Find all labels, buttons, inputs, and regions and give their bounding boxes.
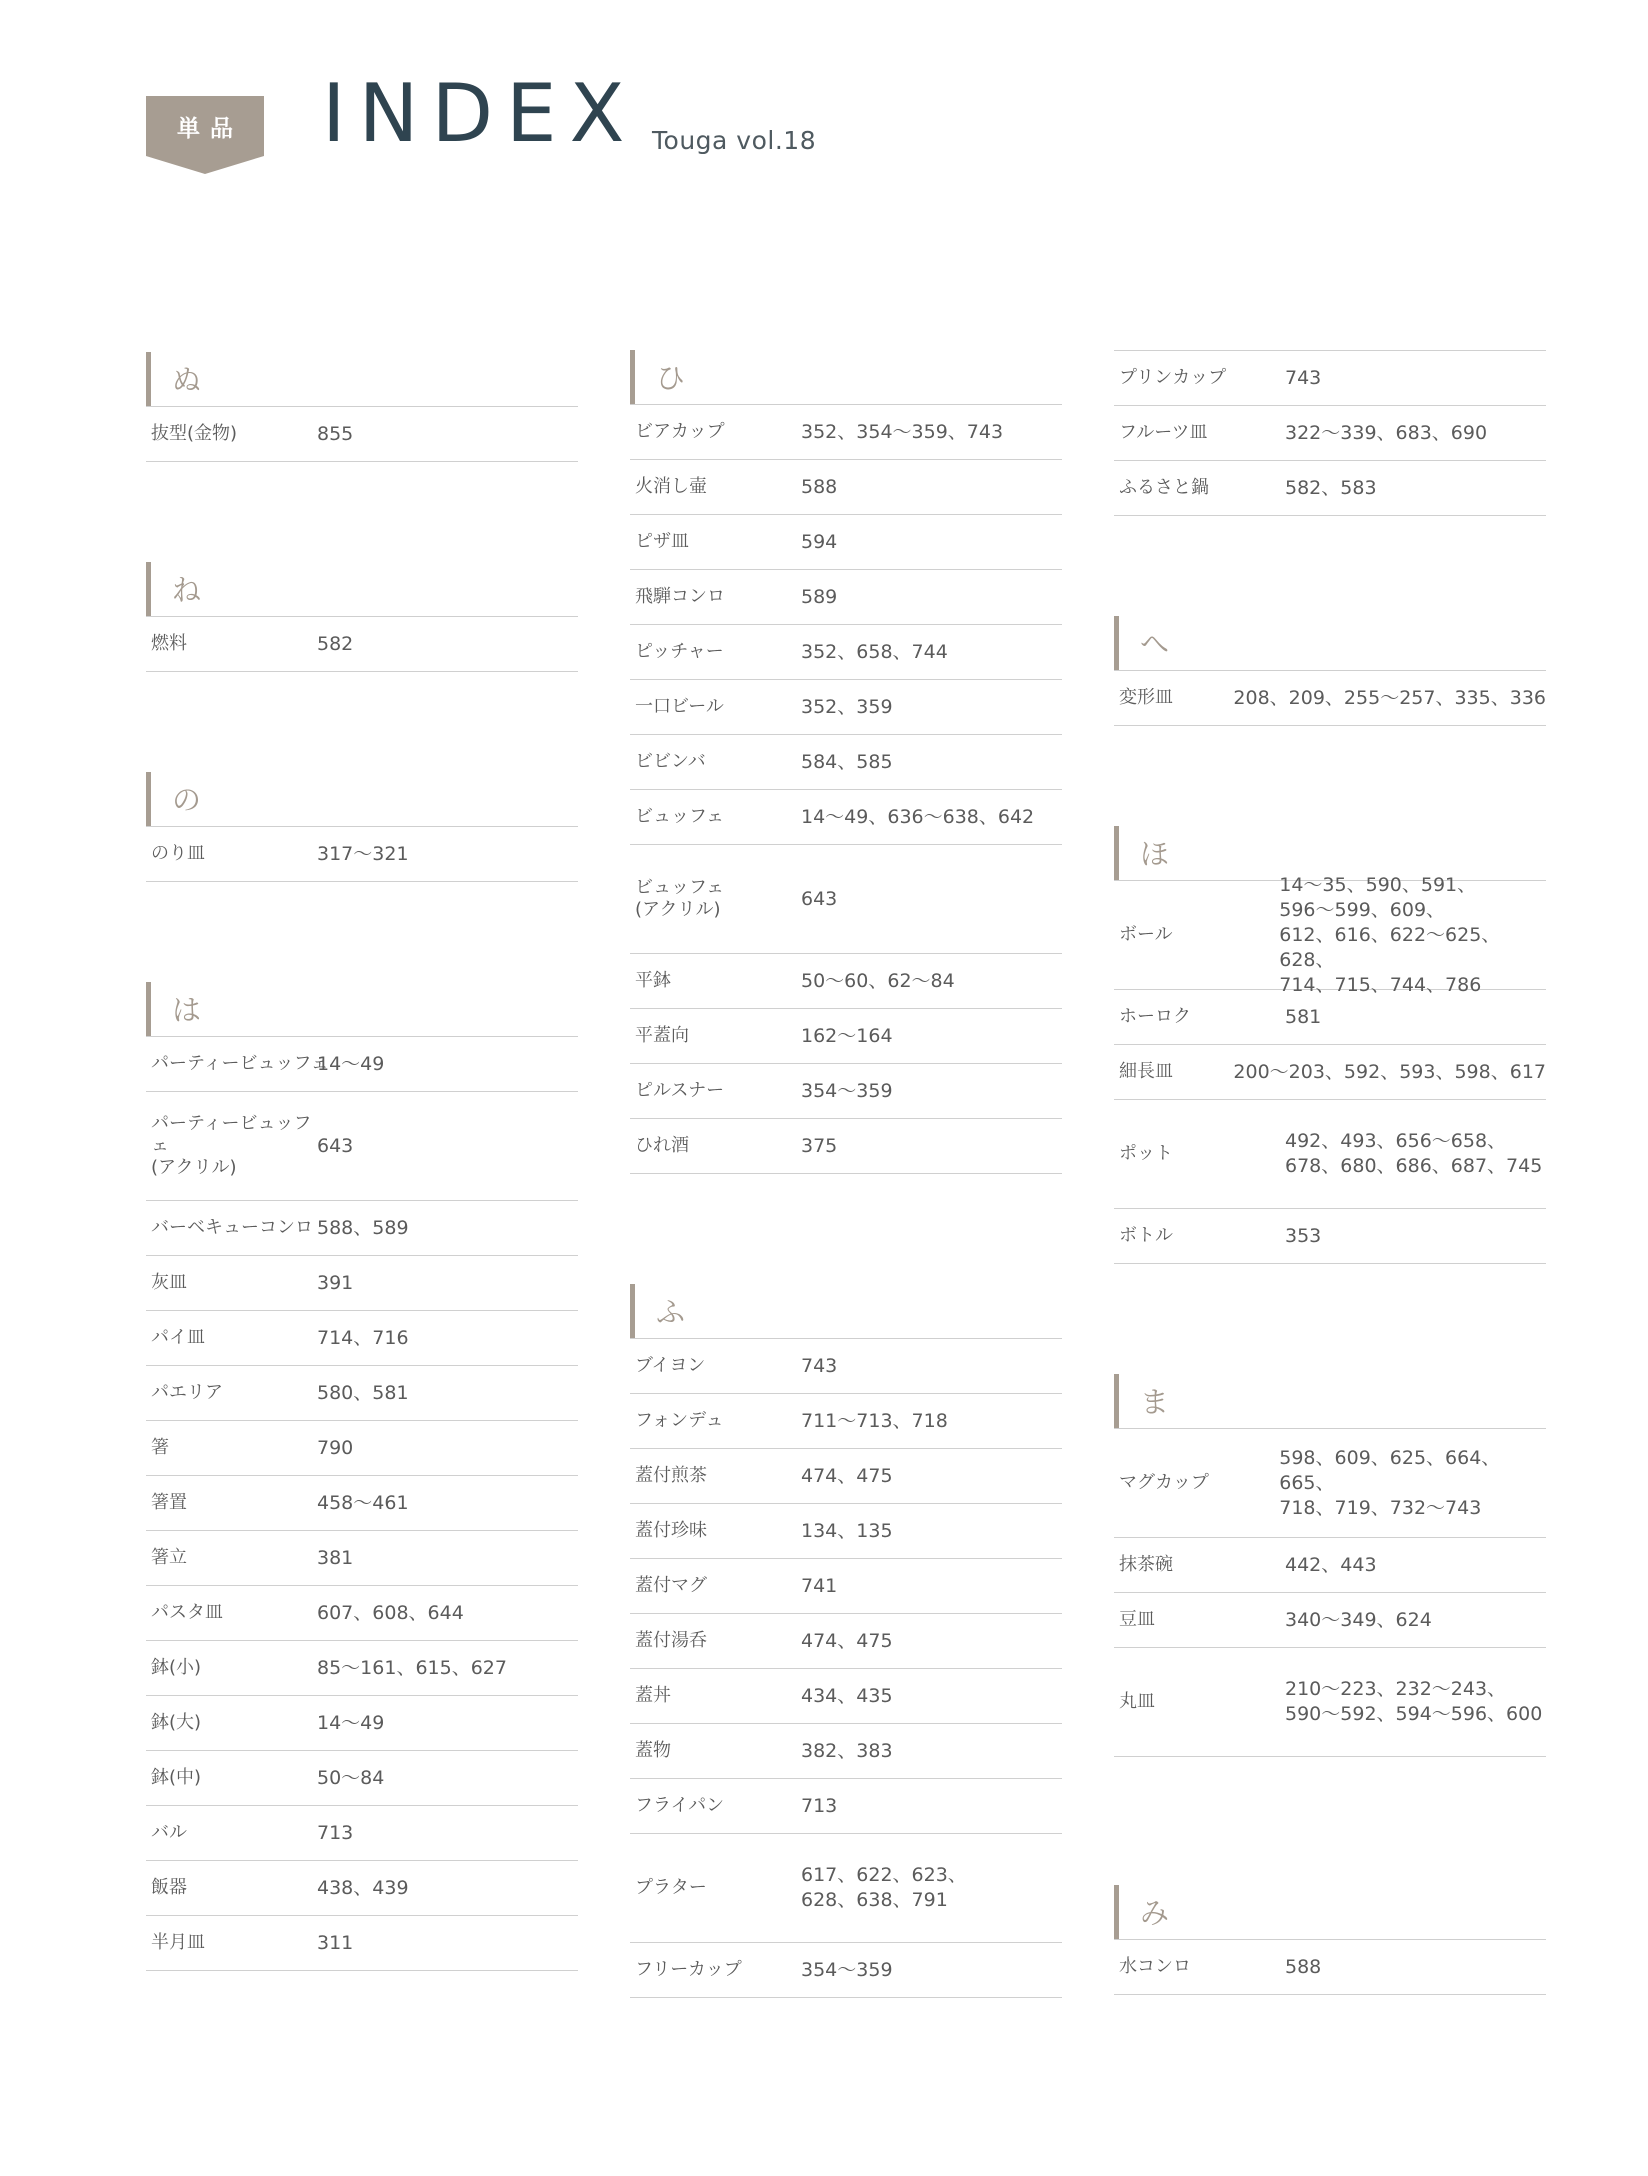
section-accent-bar (146, 352, 151, 406)
entry-pages: 607、608、644 (317, 1601, 464, 1624)
section-header (146, 350, 578, 407)
entry-term: 変形皿 (1119, 687, 1173, 708)
section-header (146, 560, 578, 617)
entry-term: パスタ皿 (151, 1602, 223, 1623)
section-accent-bar (146, 562, 151, 616)
entry-term: プリンカップ (1119, 367, 1227, 388)
index-entry (630, 460, 1062, 515)
entry-pages: 14〜49 (317, 1711, 385, 1734)
entry-pages: 588、589 (317, 1216, 409, 1239)
entry-term: 灰皿 (151, 1272, 187, 1293)
index-entry (630, 1394, 1062, 1449)
entry-pages: 474、475 (801, 1464, 893, 1487)
entry-pages: 352、354〜359、743 (801, 420, 1004, 443)
continued-list (1114, 350, 1546, 516)
entry-pages: 588 (801, 475, 838, 498)
entry-pages: 588 (1285, 1955, 1322, 1978)
index-entry (146, 827, 578, 882)
entry-pages: 713 (801, 1794, 838, 1817)
index-entry (146, 1421, 578, 1476)
entry-pages: 322〜339、683、690 (1285, 421, 1488, 444)
page-subtitle: Touga vol.18 (652, 126, 817, 155)
index-entry (630, 1119, 1062, 1174)
entry-pages: 85〜161、615、627 (317, 1656, 507, 1679)
entry-pages: 584、585 (801, 750, 893, 773)
index-entry (1114, 351, 1546, 406)
entry-pages: 50〜84 (317, 1766, 385, 1789)
entry-pages: 208、209、255〜257、335、336 (1233, 686, 1546, 709)
index-entry (146, 1861, 578, 1916)
entry-term: 蓋付湯呑 (635, 1630, 707, 1651)
entry-pages: 582、583 (1285, 476, 1377, 499)
index-entry (1114, 1593, 1546, 1648)
entry-pages: 352、359 (801, 695, 893, 718)
index-entry (630, 1559, 1062, 1614)
entry-pages: 711〜713、718 (801, 1409, 948, 1432)
entry-term: ボール (1119, 924, 1173, 945)
entry-pages: 743 (801, 1354, 838, 1377)
index-entry (146, 1476, 578, 1531)
index-entry (630, 1009, 1062, 1064)
entry-term: フライパン (635, 1795, 725, 1816)
entry-pages: 581 (1285, 1005, 1322, 1028)
entry-pages: 713 (317, 1821, 354, 1844)
entry-term: バル (151, 1822, 187, 1843)
entry-pages: 381 (317, 1546, 354, 1569)
entry-term: ピッチャー (635, 641, 724, 662)
entry-pages: 790 (317, 1436, 354, 1459)
section-kana: ふ (656, 1295, 686, 1329)
entry-pages: 617、622、623、 628、638、791 (801, 1864, 967, 1911)
entry-term: フルーツ皿 (1119, 422, 1208, 443)
entry-term: 半月皿 (151, 1932, 205, 1953)
index-entry (630, 680, 1062, 735)
entry-pages: 352、658、744 (801, 640, 948, 663)
entry-term: 飯器 (151, 1877, 187, 1898)
entry-term: 蓋物 (635, 1740, 671, 1761)
index-entry (146, 1586, 578, 1641)
index-entry (146, 1366, 578, 1421)
entry-term: 箸 (151, 1437, 169, 1458)
section-header (630, 348, 1062, 405)
index-entry (146, 1037, 578, 1092)
entry-term: 箸置 (151, 1492, 187, 1513)
index-entry (630, 790, 1062, 845)
index-entry (630, 625, 1062, 680)
entry-term: 蓋丼 (635, 1685, 671, 1706)
entry-pages: 643 (801, 887, 838, 910)
index-entry (1114, 671, 1546, 726)
index-entry (1114, 873, 1546, 996)
entry-pages: 438、439 (317, 1876, 409, 1899)
entry-pages: 200〜203、592、593、598、617 (1233, 1060, 1546, 1083)
section-accent-bar (630, 350, 635, 404)
index-entry (1114, 1045, 1546, 1100)
index-entry (630, 570, 1062, 625)
entry-term: 箸立 (151, 1547, 187, 1568)
index-entry (1114, 990, 1546, 1045)
index-entry (630, 515, 1062, 570)
index-entry (630, 1834, 1062, 1943)
index-entry (630, 1614, 1062, 1669)
entry-term: 鉢(小) (151, 1657, 202, 1678)
index-entry (1114, 461, 1546, 516)
index-entry (146, 407, 578, 462)
section-accent-bar (146, 772, 151, 826)
entry-pages: 353 (1285, 1224, 1322, 1247)
section-kana: ぬ (172, 363, 202, 397)
entry-term: 蓋付煎茶 (635, 1465, 707, 1486)
entry-term: 丸皿 (1119, 1691, 1155, 1712)
entry-pages: 474、475 (801, 1629, 893, 1652)
section-accent-bar (1114, 616, 1119, 670)
entry-term: バーベキューコンロ (151, 1217, 313, 1238)
entry-term: 鉢(大) (151, 1712, 202, 1733)
index-entry (146, 1256, 578, 1311)
entry-pages: 210〜223、232〜243、 590〜592、594〜596、600 (1285, 1678, 1543, 1725)
entry-pages: 582 (317, 632, 354, 655)
entry-term: ひれ酒 (635, 1135, 689, 1156)
entry-term: 飛騨コンロ (635, 586, 725, 607)
entry-term: パイ皿 (151, 1327, 205, 1348)
index-entry (630, 1724, 1062, 1779)
entry-term: 細長皿 (1119, 1061, 1173, 1082)
index-entry (630, 954, 1062, 1009)
index-entry (1114, 1429, 1546, 1538)
index-entry (146, 1696, 578, 1751)
index-entry (630, 1064, 1062, 1119)
entry-pages: 311 (317, 1931, 354, 1954)
badge-label: 単品 (177, 116, 243, 142)
section-kana: ね (172, 573, 202, 607)
index-entry (146, 617, 578, 672)
entry-term: フリーカップ (635, 1959, 742, 1980)
entry-pages: 741 (801, 1574, 838, 1597)
section-kana: へ (1140, 627, 1170, 661)
section-kana: は (172, 993, 202, 1027)
entry-term: ビュッフェ (635, 806, 725, 827)
entry-term: マグカップ (1119, 1472, 1209, 1493)
entry-pages: 14〜35、590、591、 596〜599、609、 612、616、622〜625、628、 714、715、744、786 (1279, 873, 1501, 996)
section-kana: ほ (1140, 837, 1170, 871)
entry-pages: 434、435 (801, 1684, 893, 1707)
entry-pages: 492、493、656〜658、 678、680、686、687、745 (1285, 1130, 1543, 1177)
section-header (1114, 1372, 1546, 1429)
entry-term: プラター (635, 1877, 707, 1898)
index-entry (146, 1916, 578, 1971)
entry-pages: 134、135 (801, 1519, 893, 1542)
entry-term: 抜型(金物) (151, 423, 238, 444)
index-entry (146, 1751, 578, 1806)
entry-term: ボトル (1119, 1225, 1173, 1246)
entry-term: ピザ皿 (635, 531, 689, 552)
entry-pages: 375 (801, 1134, 838, 1157)
index-column-2 (630, 348, 1062, 1998)
index-entry (1114, 1538, 1546, 1593)
entry-pages: 317〜321 (317, 842, 409, 865)
section-header (1114, 614, 1546, 671)
index-entry (630, 735, 1062, 790)
entry-term: 燃料 (151, 633, 187, 654)
index-entry (630, 1504, 1062, 1559)
entry-pages: 50〜60、62〜84 (801, 969, 955, 992)
index-entry (630, 1339, 1062, 1394)
entry-pages: 580、581 (317, 1381, 409, 1404)
index-entry (630, 405, 1062, 460)
entry-term: フォンデュ (635, 1410, 724, 1431)
entry-term: パエリア (151, 1382, 223, 1403)
entry-term: 水コンロ (1119, 1956, 1191, 1977)
section-accent-bar (1114, 826, 1119, 880)
index-entry (146, 1092, 578, 1201)
entry-pages: 14〜49、636〜638、642 (801, 805, 1035, 828)
index-entry (146, 1531, 578, 1586)
section-accent-bar (146, 982, 151, 1036)
index-column-3 (1114, 350, 1546, 1995)
entry-term: パーティービュッフェ (アクリル) (151, 1113, 312, 1178)
entry-term: ポット (1119, 1143, 1173, 1164)
entry-pages: 340〜349、624 (1285, 1608, 1432, 1631)
entry-pages: 855 (317, 422, 354, 445)
section-accent-bar (1114, 1885, 1119, 1939)
entry-pages: 458〜461 (317, 1491, 409, 1514)
entry-term: 平蓋向 (635, 1025, 689, 1046)
entry-pages: 382、383 (801, 1739, 893, 1762)
entry-pages: 598、609、625、664、665、 718、719、732〜743 (1279, 1446, 1501, 1519)
section-accent-bar (630, 1284, 635, 1338)
entry-term: ホーロク (1119, 1006, 1191, 1027)
entry-term: 鉢(中) (151, 1767, 202, 1788)
section-accent-bar (1114, 1374, 1119, 1428)
section-header (146, 980, 578, 1037)
section-kana: の (172, 783, 202, 817)
page-title: INDEX (322, 67, 638, 160)
index-entry (146, 1311, 578, 1366)
entry-pages: 354〜359 (801, 1958, 893, 1981)
entry-term: ビュッフェ (アクリル) (635, 877, 725, 920)
entry-term: ふるさと鍋 (1119, 477, 1209, 498)
index-entry (630, 1779, 1062, 1834)
entry-term: ビアカップ (635, 421, 725, 442)
entry-term: ピルスナー (635, 1080, 725, 1101)
index-column-1 (146, 350, 578, 1971)
entry-term: のり皿 (151, 843, 205, 864)
section-header (630, 1282, 1062, 1339)
entry-term: 蓋付珍味 (635, 1520, 707, 1541)
section-kana: み (1140, 1896, 1170, 1930)
entry-term: パーティービュッフェ (151, 1053, 329, 1074)
entry-pages: 743 (1285, 366, 1322, 389)
entry-term: ビビンバ (635, 751, 706, 772)
index-entry (1114, 406, 1546, 461)
index-entry (630, 1449, 1062, 1504)
entry-pages: 391 (317, 1271, 354, 1294)
entry-term: 豆皿 (1119, 1609, 1155, 1630)
section-header (1114, 1883, 1546, 1940)
section-header (146, 770, 578, 827)
entry-term: 平鉢 (635, 970, 671, 991)
entry-pages: 594 (801, 530, 838, 553)
entry-term: 火消し壷 (635, 476, 707, 497)
index-entry (146, 1806, 578, 1861)
entry-pages: 14〜49 (317, 1052, 385, 1075)
entry-pages: 589 (801, 585, 838, 608)
entry-pages: 354〜359 (801, 1079, 893, 1102)
index-entry (1114, 1100, 1546, 1209)
entry-term: ブイヨン (635, 1355, 706, 1376)
index-entry (630, 1669, 1062, 1724)
section-kana: ひ (656, 361, 686, 395)
index-entry (630, 1943, 1062, 1998)
index-entry (630, 845, 1062, 954)
index-entry (146, 1201, 578, 1256)
index-entry (1114, 1209, 1546, 1264)
category-badge (146, 96, 264, 174)
entry-pages: 162〜164 (801, 1024, 893, 1047)
entry-term: 蓋付マグ (635, 1575, 707, 1596)
index-entry (1114, 1940, 1546, 1995)
index-entry (146, 1641, 578, 1696)
section-kana: ま (1140, 1385, 1170, 1419)
index-entry (1114, 1648, 1546, 1757)
entry-term: 一口ビール (635, 696, 724, 717)
entry-pages: 643 (317, 1134, 354, 1157)
entry-pages: 714、716 (317, 1326, 409, 1349)
entry-pages: 442、443 (1285, 1553, 1377, 1576)
entry-term: 抹茶碗 (1119, 1554, 1173, 1575)
